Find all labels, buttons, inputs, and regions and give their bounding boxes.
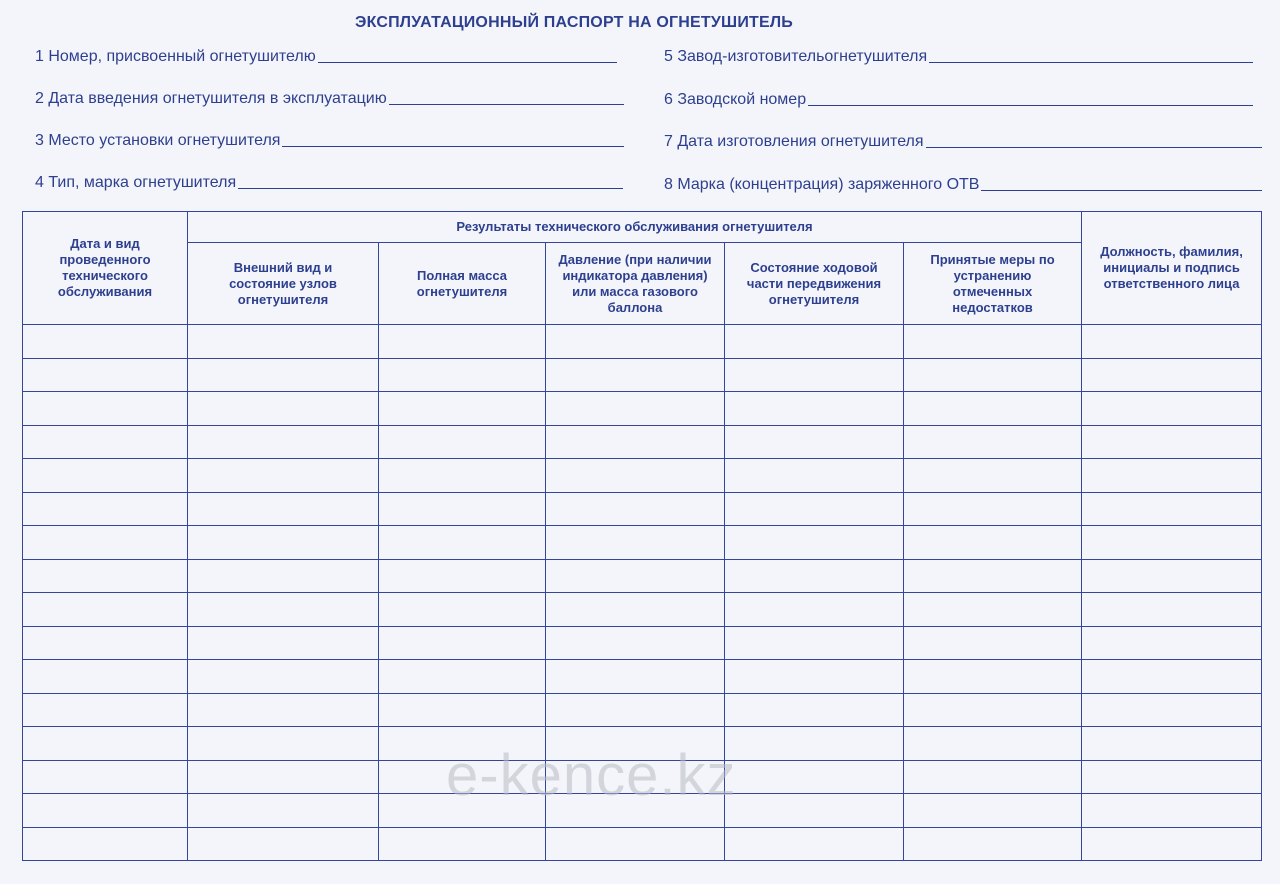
field-manufacturer-label: 5 Завод-изготовительогнетушителя (664, 48, 928, 65)
table-cell[interactable] (1082, 727, 1262, 761)
field-serial-number-line[interactable] (808, 89, 1253, 106)
table-cell[interactable] (188, 492, 379, 526)
table-cell[interactable] (379, 827, 546, 861)
table-cell[interactable] (188, 727, 379, 761)
table-row (23, 827, 1262, 861)
table-cell[interactable] (725, 459, 904, 493)
table-cell[interactable] (904, 693, 1082, 727)
table-cell[interactable] (23, 492, 188, 526)
table-cell[interactable] (23, 425, 188, 459)
table-cell[interactable] (23, 794, 188, 828)
table-cell[interactable] (23, 827, 188, 861)
table-cell[interactable] (904, 425, 1082, 459)
table-cell[interactable] (1082, 626, 1262, 660)
field-number-line[interactable] (318, 46, 617, 63)
table-cell[interactable] (23, 358, 188, 392)
table-cell[interactable] (725, 392, 904, 426)
table-cell[interactable] (188, 593, 379, 627)
table-cell[interactable] (725, 325, 904, 359)
table-cell[interactable] (23, 392, 188, 426)
table-cell[interactable] (379, 693, 546, 727)
table-cell[interactable] (379, 559, 546, 593)
table-cell[interactable] (188, 559, 379, 593)
table-cell[interactable] (725, 358, 904, 392)
watermark: e-kence.kz (446, 743, 737, 808)
header-chassis: Состояние ходовой части передвижения огнетушителя (725, 243, 904, 325)
table-cell[interactable] (23, 526, 188, 560)
table-cell[interactable] (188, 358, 379, 392)
table-row (23, 392, 1262, 426)
table-cell[interactable] (546, 660, 725, 694)
table-cell[interactable] (23, 325, 188, 359)
table-cell[interactable] (904, 526, 1082, 560)
table-row (23, 425, 1262, 459)
field-manufacturer (664, 42, 1253, 66)
table-cell[interactable] (725, 827, 904, 861)
field-agent-brand-label: 8 Марка (концентрация) заряженного ОТВ (664, 176, 980, 193)
header-date-type: Дата и вид проведенного технического обслуживания (23, 212, 188, 325)
table-cell[interactable] (1082, 827, 1262, 861)
table-cell[interactable] (546, 358, 725, 392)
table-cell[interactable] (23, 660, 188, 694)
table-cell[interactable] (188, 459, 379, 493)
table-cell[interactable] (379, 459, 546, 493)
field-serial-number-label: 6 Заводской номер (664, 91, 807, 108)
table-cell[interactable] (23, 593, 188, 627)
table-cell[interactable] (904, 459, 1082, 493)
table-cell[interactable] (725, 626, 904, 660)
table-row (23, 693, 1262, 727)
field-manufacture-date (664, 127, 1262, 151)
field-location (35, 126, 624, 150)
table-cell[interactable] (1082, 559, 1262, 593)
table-row (23, 559, 1262, 593)
table-cell[interactable] (379, 358, 546, 392)
field-type-brand-label: 4 Тип, марка огнетушителя (35, 174, 237, 191)
table-cell[interactable] (904, 559, 1082, 593)
field-commission-date-label: 2 Дата введения огнетушителя в эксплуатацию (35, 90, 387, 107)
field-location-label: 3 Место установки огнетушителя (35, 132, 281, 149)
table-cell[interactable] (904, 660, 1082, 694)
field-manufacture-date-label: 7 Дата изготовления огнетушителя (664, 133, 924, 150)
table-cell[interactable] (1082, 593, 1262, 627)
table-cell[interactable] (546, 392, 725, 426)
header-measures: Принятые меры по устранению отмеченных недостатков (904, 243, 1082, 325)
table-row (23, 526, 1262, 560)
table-cell[interactable] (725, 727, 904, 761)
table-cell[interactable] (188, 526, 379, 560)
table-cell[interactable] (546, 425, 725, 459)
table-cell[interactable] (546, 559, 725, 593)
table-cell[interactable] (379, 660, 546, 694)
field-type-brand (35, 168, 623, 192)
field-manufacture-date-line[interactable] (926, 131, 1262, 148)
table-cell[interactable] (725, 492, 904, 526)
table-cell[interactable] (904, 827, 1082, 861)
field-type-brand-line[interactable] (238, 172, 623, 189)
field-number (35, 42, 617, 66)
table-cell[interactable] (23, 693, 188, 727)
table-cell[interactable] (1082, 660, 1262, 694)
table-row (23, 660, 1262, 694)
table-cell[interactable] (379, 593, 546, 627)
field-serial-number (664, 85, 1253, 109)
table-cell[interactable] (1082, 358, 1262, 392)
table-cell[interactable] (1082, 459, 1262, 493)
table-row (23, 325, 1262, 359)
table-cell[interactable] (379, 325, 546, 359)
table-cell[interactable] (904, 392, 1082, 426)
table-cell[interactable] (725, 693, 904, 727)
table-cell[interactable] (546, 459, 725, 493)
table-cell[interactable] (904, 727, 1082, 761)
table-cell[interactable] (188, 794, 379, 828)
table-cell[interactable] (546, 626, 725, 660)
table-cell[interactable] (725, 425, 904, 459)
header-appearance: Внешний вид и состояние узлов огнетушителя (188, 243, 379, 325)
header-pressure: Давление (при наличии индикатора давления) или масса газового баллона (546, 243, 725, 325)
table-cell[interactable] (546, 593, 725, 627)
table-cell[interactable] (904, 626, 1082, 660)
table-cell[interactable] (904, 794, 1082, 828)
field-number-label: 1 Номер, присвоенный огнетушителю (35, 48, 316, 65)
table-cell[interactable] (1082, 325, 1262, 359)
table-cell[interactable] (725, 760, 904, 794)
field-commission-date-line[interactable] (389, 88, 624, 105)
document-title: ЭКСПЛУАТАЦИОННЫЙ ПАСПОРТ НА ОГНЕТУШИТЕЛЬ (355, 14, 794, 31)
field-manufacturer-line[interactable] (929, 46, 1253, 63)
table-row (23, 593, 1262, 627)
header-results-group: Результаты технического обслуживания огнетушителя (188, 212, 1082, 243)
table-cell[interactable] (188, 760, 379, 794)
field-location-line[interactable] (282, 130, 624, 147)
table-cell[interactable] (379, 392, 546, 426)
table-cell[interactable] (379, 626, 546, 660)
table-cell[interactable] (1082, 760, 1262, 794)
table-row (23, 492, 1262, 526)
table-cell[interactable] (546, 325, 725, 359)
table-cell[interactable] (725, 794, 904, 828)
table-cell[interactable] (379, 425, 546, 459)
table-cell[interactable] (188, 325, 379, 359)
field-commission-date (35, 84, 624, 108)
table-cell[interactable] (725, 593, 904, 627)
table-cell[interactable] (904, 358, 1082, 392)
table-row (23, 358, 1262, 392)
table-cell[interactable] (23, 459, 188, 493)
table-cell[interactable] (379, 492, 546, 526)
header-full-mass: Полная масса огнетушителя (379, 243, 546, 325)
table-cell[interactable] (546, 827, 725, 861)
table-cell[interactable] (188, 425, 379, 459)
table-cell[interactable] (546, 693, 725, 727)
header-responsible-person: Должность, фамилия, инициалы и подпись ответственного лица (1082, 212, 1262, 325)
table-cell[interactable] (904, 593, 1082, 627)
table-cell[interactable] (188, 626, 379, 660)
table-cell[interactable] (188, 660, 379, 694)
table-cell[interactable] (1082, 693, 1262, 727)
table-cell[interactable] (23, 559, 188, 593)
table-row (23, 626, 1262, 660)
table-cell[interactable] (725, 526, 904, 560)
table-cell[interactable] (1082, 794, 1262, 828)
field-agent-brand-line[interactable] (981, 174, 1262, 191)
field-agent-brand (664, 170, 1262, 194)
table-cell[interactable] (1082, 425, 1262, 459)
table-cell[interactable] (904, 760, 1082, 794)
table-cell[interactable] (904, 492, 1082, 526)
table-cell[interactable] (379, 526, 546, 560)
table-cell[interactable] (1082, 392, 1262, 426)
table-cell[interactable] (546, 492, 725, 526)
table-cell[interactable] (1082, 526, 1262, 560)
table-cell[interactable] (188, 392, 379, 426)
table-cell[interactable] (23, 727, 188, 761)
table-cell[interactable] (1082, 492, 1262, 526)
table-cell[interactable] (188, 827, 379, 861)
table-cell[interactable] (725, 559, 904, 593)
table-cell[interactable] (546, 526, 725, 560)
table-cell[interactable] (23, 626, 188, 660)
table-row (23, 459, 1262, 493)
table-cell[interactable] (188, 693, 379, 727)
table-cell[interactable] (23, 760, 188, 794)
table-cell[interactable] (725, 660, 904, 694)
table-cell[interactable] (904, 325, 1082, 359)
